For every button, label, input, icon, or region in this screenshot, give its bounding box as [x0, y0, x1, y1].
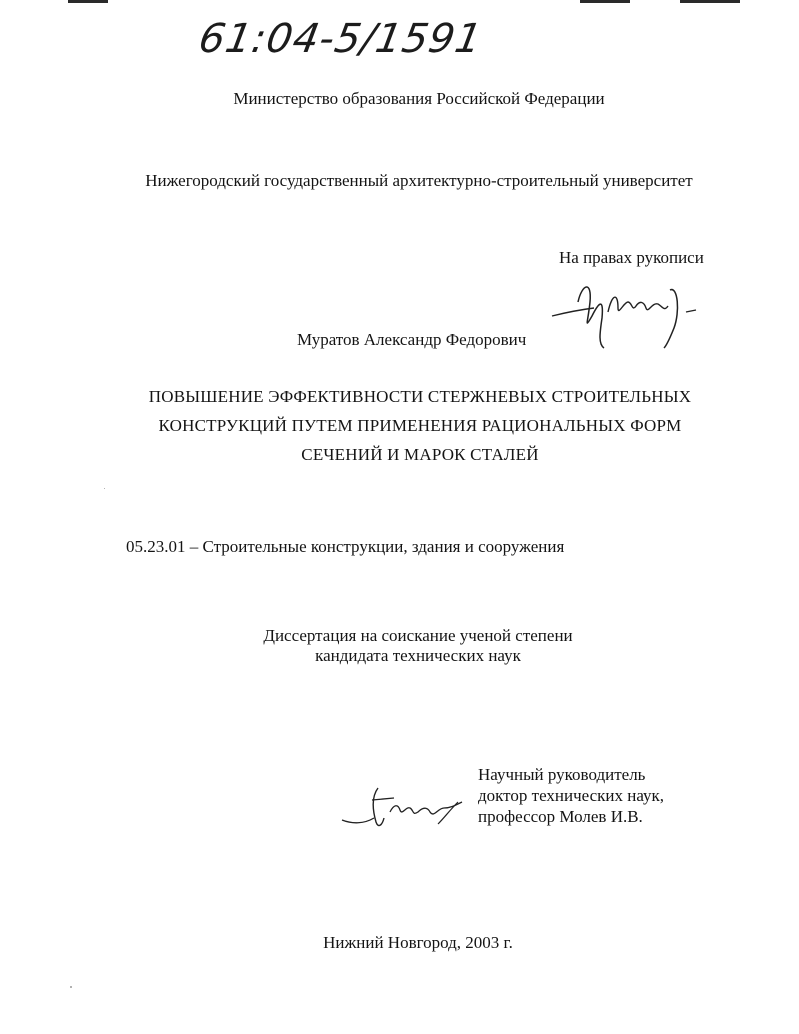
scan-edge-mark: [580, 0, 630, 3]
university-heading: Нижегородский государственный архитектурно-строительный университет: [145, 171, 693, 190]
supervisor-degree: доктор технических наук,: [478, 786, 665, 805]
scan-speck: [70, 986, 72, 988]
supervisor-name: профессор Молев И.В.: [478, 807, 643, 826]
title-line: ПОВЫШЕНИЕ ЭФФЕКТИВНОСТИ СТЕРЖНЕВЫХ СТРОИТЕЛЬНЫХ: [148, 387, 692, 406]
supervisor-signature: [338, 778, 478, 832]
dissertation-title: [100, 382, 740, 469]
archive-code-text: 61:04-5/1591: [195, 16, 486, 62]
scan-edge-mark: [68, 0, 108, 3]
degree-line: Диссертация на соискание ученой степени: [263, 626, 573, 645]
scan-speck: [104, 488, 105, 489]
handwritten-archive-code: [195, 14, 485, 76]
author-signature: [548, 272, 708, 352]
scan-edge-mark: [680, 0, 740, 3]
supervisor-block: [478, 764, 664, 827]
rights-note: На правах рукописи: [559, 248, 704, 267]
supervisor-role: Научный руководитель: [478, 765, 646, 784]
ministry-heading: Министерство образования Российской Федерации: [233, 89, 605, 108]
degree-line: кандидата технических наук: [315, 646, 521, 665]
author-name: Муратов Александр Федорович: [297, 330, 527, 349]
specialty-code: 05.23.01 – Строительные конструкции, здания и сооружения: [126, 537, 565, 556]
title-line: КОНСТРУКЦИЙ ПУТЕМ ПРИМЕНЕНИЯ РАЦИОНАЛЬНЫХ ФОРМ: [158, 416, 682, 435]
city-year: Нижний Новгород, 2003 г.: [323, 933, 513, 952]
degree-statement: [218, 626, 618, 666]
title-line: СЕЧЕНИЙ И МАРОК СТАЛЕЙ: [301, 445, 539, 464]
